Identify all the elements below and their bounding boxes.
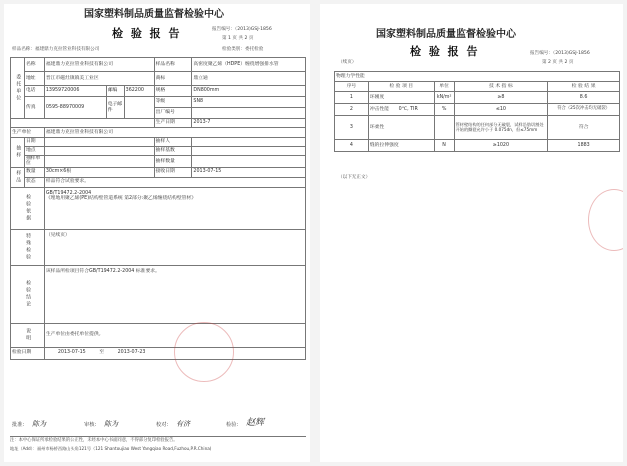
row-req: 管材壁结构的任何部分无破裂，试样沿肋切割处开始的撕裂允许小于 0.075dn，但≤75mm — [454, 116, 548, 140]
conclusion-text: 该样品所检项目符合GB/T19472.2-2004 标准要求。 — [45, 268, 160, 274]
page-info-2: 第 2 页 共 2 页 — [542, 60, 574, 65]
row-result: 1883 — [548, 140, 620, 152]
producer-value: 福建鼎力克拉管业科技有限公司 — [44, 128, 305, 138]
spec-value: DN800mm — [192, 86, 306, 97]
row-unit: N — [434, 140, 454, 152]
sample-name-label: 样品名称 — [154, 58, 192, 72]
table-row — [335, 140, 620, 152]
sample-status-value: 样品符合试验要求。 — [44, 177, 305, 187]
phone-label: 电话 — [24, 86, 44, 97]
sampling-date-label: 日期 — [24, 138, 44, 147]
tested-signature: 赵辉 — [246, 418, 265, 428]
no-more-text-marker: （以下无正文） — [338, 175, 371, 180]
special-value: （见续页） — [44, 229, 305, 265]
col-unit-header: 单位 — [434, 82, 454, 92]
date-to: 至 — [99, 350, 105, 356]
special-label: 特殊检验 — [11, 229, 45, 265]
inspection-type: 检验类别：委托检验 — [222, 47, 264, 52]
spec-label: 规格 — [154, 86, 192, 97]
sampling-unit-label: 抽样单位 — [24, 156, 44, 168]
date-made-value: 2013-7 — [192, 119, 306, 128]
sampling-person-value — [192, 138, 306, 147]
client-name-label: 名称 — [24, 58, 44, 72]
start-date: 2013-07-15 — [57, 350, 86, 356]
checked-label: 校对： — [156, 422, 172, 428]
report-number-2: 报告编号：（2013)GSJ-1856 — [530, 51, 590, 56]
row-result: 8.6 — [548, 92, 620, 104]
date-made-label: 生产日期 — [154, 119, 192, 128]
sampling-place-value — [44, 147, 154, 156]
row-no: 1 — [335, 92, 369, 104]
postal-value: 362200 — [124, 86, 154, 97]
sampling-base-label: 抽样基数 — [154, 147, 192, 156]
client-section-label: 委托单位 — [11, 58, 25, 119]
receive-date-value: 2013-07-15 — [192, 167, 306, 177]
row-item: 环刚度 — [368, 92, 434, 104]
sampling-qty-label: 抽样数量 — [154, 156, 192, 168]
sample-name-header: 样品名称：福建鼎力克拉管业科技有限公司 — [12, 47, 100, 52]
row-req: ≥1020 — [454, 140, 548, 152]
row-item: 缝的拉伸强度 — [368, 140, 434, 152]
row-req: ≤10 — [454, 104, 548, 116]
row-no: 3 — [335, 116, 369, 140]
test-date-label: 检验日期 — [11, 347, 45, 359]
table-row — [335, 116, 620, 140]
col-no-header: 序号 — [335, 82, 369, 92]
reviewed-signature: 陈为 — [104, 420, 118, 428]
email-label: 电子邮件 — [106, 97, 124, 119]
footer-address: 地址（Add）：福州市杨桥西路山头角121号（121 Shantoujiao West Yangqiao Road,Fuzhou,P.R.China) — [10, 446, 212, 451]
phone-value: 13959720006 — [44, 86, 106, 97]
official-seal — [174, 322, 234, 382]
approved-signature: 陈为 — [32, 420, 46, 428]
sampling-base-value — [192, 147, 306, 156]
sampling-unit-value — [44, 156, 154, 168]
checked-signature: 有济 — [176, 420, 190, 428]
report-page-2 — [320, 4, 623, 462]
postal-label: 邮编 — [106, 86, 124, 97]
page-info: 第 1 页 共 2 页 — [222, 36, 254, 41]
email-value — [124, 97, 154, 119]
report-page-1 — [4, 4, 310, 462]
trademark-value: 鼎立通 — [192, 72, 306, 86]
notes-label: 说明 — [11, 323, 45, 347]
sample-qty-value: 30cm×6根 — [44, 167, 154, 177]
row-unit: % — [434, 104, 454, 116]
report-title-2: 检 验 报 告 — [410, 45, 480, 58]
row-req: ≥8 — [454, 92, 548, 104]
address-label: 地址 — [24, 72, 44, 86]
row-no: 2 — [335, 104, 369, 116]
footer-divider — [10, 436, 306, 437]
basis-standard-title: 《埋地用聚乙烯(PE)结构壁管道系统 第2部分:聚乙烯缠绕结构壁管材》 — [45, 195, 197, 201]
row-item: 冲击性能 0℃, TIR — [368, 104, 434, 116]
col-result-header: 检 验 结 果 — [548, 82, 620, 92]
sample-qty-label: 数量 — [24, 167, 44, 177]
continued-label: （续页） — [338, 60, 357, 65]
info-table — [10, 57, 306, 360]
org-title-2: 国家塑料制品质量监督检验中心 — [376, 29, 516, 40]
conclusion-value — [44, 265, 305, 323]
basis-label: 检验依据 — [11, 187, 45, 229]
col-req-header: 技 术 指 标 — [454, 82, 548, 92]
seam-seal — [588, 189, 623, 251]
spacer-cell — [11, 119, 155, 128]
row-result: 符合 — [548, 116, 620, 140]
sampling-place-label: 地点 — [24, 147, 44, 156]
sample-name-value: 高密度聚乙烯（HDPE）缠绕增强排水管 — [192, 58, 306, 72]
approved-label: 批准： — [12, 422, 28, 428]
results-table — [334, 71, 620, 152]
grade-value: SN8 — [192, 97, 306, 108]
fax-value: 0595-88970009 — [44, 97, 106, 119]
row-no: 4 — [335, 140, 369, 152]
sampling-person-label: 抽样人 — [154, 138, 192, 147]
footer-note: 注：本中心保证所承检验结果的公正性，未经本中心书面同意，不得部分复印检验报告。 — [10, 438, 178, 443]
serial-value — [192, 108, 306, 119]
org-title: 国家塑料制品质量监督检验中心 — [84, 9, 224, 20]
sample-section-label: 样品 — [11, 167, 25, 187]
fax-label: 传真 — [24, 97, 44, 119]
sampling-qty-value — [192, 156, 306, 168]
row-item: 环柔性 — [368, 116, 434, 140]
trademark-label: 商标 — [154, 72, 192, 86]
end-date: 2013-07-23 — [117, 350, 146, 356]
section-title: 物理力学性能 — [335, 72, 620, 82]
row-result: 符合（25次冲击均无破裂） — [548, 104, 620, 116]
sampling-date-value — [44, 138, 154, 147]
basis-standard: GB/T19472.2-2004 — [45, 190, 92, 196]
serial-label: 出厂编号 — [154, 108, 192, 119]
notes-value: 生产单位由委托单位提供。 — [44, 323, 305, 347]
client-name: 福建鼎力克拉管业科技有限公司 — [44, 58, 154, 72]
receive-date-label: 接收日期 — [154, 167, 192, 177]
row-unit: kN/m² — [434, 92, 454, 104]
reviewed-label: 审核： — [84, 422, 100, 428]
report-number: 报告编号：（2013)GSJ-1856 — [212, 27, 272, 32]
tested-label: 检验： — [226, 422, 242, 428]
report-title: 检 验 报 告 — [112, 27, 182, 40]
address-value: 晋江市磁灶镇镇美工业区 — [44, 72, 154, 86]
col-item-header: 检 验 项 目 — [368, 82, 434, 92]
producer-label: 生产单位 — [11, 128, 45, 138]
table-row — [335, 92, 620, 104]
sampling-section-label: 抽样 — [11, 138, 25, 168]
row-unit — [434, 116, 454, 140]
table-row — [335, 104, 620, 116]
basis-cell — [44, 187, 305, 229]
conclusion-label: 检验结论 — [11, 265, 45, 323]
grade-label: 等级 — [154, 97, 192, 108]
sample-status-label: 状态 — [24, 177, 44, 187]
